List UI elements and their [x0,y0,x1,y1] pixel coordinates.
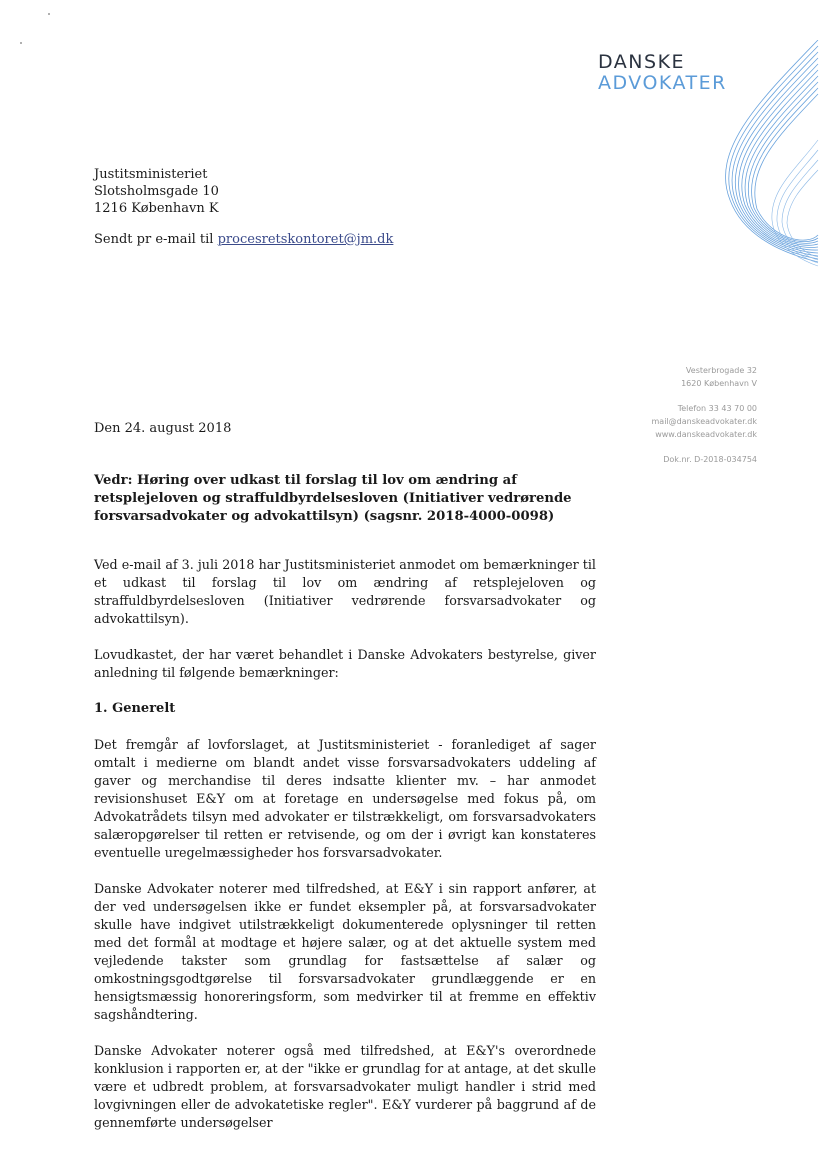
sender-contact-block [652,364,758,466]
body-paragraph: Danske Advokater noterer med tilfredshed, at E&Y i sin rapport anfører, at der ved undersøgelsen ikke er fundet eksempler på, at forsvarsadvokater skulle have indgivet utilstrækkeligt dokumenterede oplysninger til retten med det formål at modtage et højere salær, og at det aktuelle system med vejledende takster som grundlag for fastsættelse af salær og omkostningsgodtgørelse til forsvarsadvokater grundlæggende er en hensigtsmæssig honoreringsform, som medvirker til at fremme en effektiv sagshåndtering. [94,881,596,1022]
letter-subject: Vedr: Høring over udkast til forslag til lov om ændring af retsplejeloven og straffuldbyrdelsesloven (Initiativer vedrørende forsvarsadvokater og advokattilsyn) (sagsnr. 2018-4000-0098) [94,473,572,524]
recipient-name: Justitsministeriet [94,167,208,182]
wave-lines-graphic [700,40,820,280]
sent-by-email-line [94,232,393,247]
scan-speck [20,42,22,44]
sender-phone: Telefon 33 43 70 00 [677,404,757,413]
recipient-city: 1216 København K [94,201,219,216]
sent-prefix: Sendt pr e-mail til [94,232,218,247]
letter-date: Den 24. august 2018 [94,421,232,436]
body-paragraph: Lovudkastet, der har været behandlet i Danske Advokaters bestyrelse, giver anledning til følgende bemærkninger: [94,647,596,680]
recipient-address [94,166,219,217]
scan-speck [48,13,50,15]
recipient-email-link[interactable]: procesretskontoret@jm.dk [217,232,394,247]
sender-street: Vesterbrogade 32 [685,366,757,375]
logo-line-advokater: ADVOKATER [598,72,727,94]
body-paragraph: Danske Advokater noterer også med tilfredshed, at E&Y's overordnede konklusion i rapporten er, at der "ikke er grundlag for at antage, at det skulle være et udbredt problem, at forsvarsadvokater muligt handler i strid med lovgivningen eller de advokatetiske regler". E&Y vurderer på baggrund af de gennemførte undersøgelser [94,1043,596,1130]
letter-body [94,556,596,1150]
logo-line-danske: DANSKE [598,51,686,73]
document-number: Dok.nr. D-2018-034754 [663,455,757,464]
section-heading: 1. Generelt [94,701,176,716]
recipient-street: Slotsholmsgade 10 [94,184,219,199]
body-paragraph: Ved e-mail af 3. juli 2018 har Justitsministeriet anmodet om bemærkninger til et udkast til forslag til lov om ændring af retsplejeloven og straffuldbyrdelsesloven (Initiativer vedrørende forsvarsadvokater og advokattilsyn). [94,557,596,626]
sender-email: mail@danskeadvokater.dk [651,417,757,426]
body-paragraph: Det fremgår af lovforslaget, at Justitsministeriet - foranlediget af sager omtalt i medierne om blandt andet visse forsvarsadvokaters uddeling af gaver og merchandise til deres indsatte klienter mv. – har anmodet revisionshuset E&Y om at foretage en undersøgelse med fokus på, om Advokatrådets tilsyn med advokater er tilstrækkeligt, om forsvarsadvokaters salæropgørelser til retten er retvisende, og om der i øvrigt kan konstateres eventuelle uregelmæssigheder hos forsvarsadvokater. [94,737,596,860]
sender-website: www.danskeadvokater.dk [655,430,757,439]
sender-city: 1620 København V [681,379,757,388]
